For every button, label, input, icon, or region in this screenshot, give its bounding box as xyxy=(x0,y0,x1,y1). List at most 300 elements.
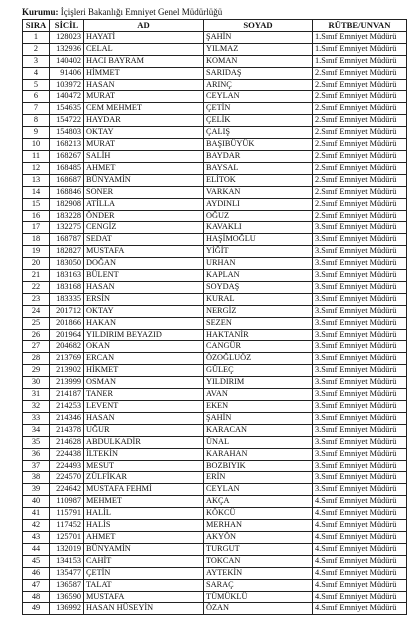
cell-rutbe: 3.Sınıf Emniyet Müdürü xyxy=(313,293,407,305)
cell-soyad: ÇALIŞ xyxy=(204,127,313,139)
cell-sira: 13 xyxy=(23,174,50,186)
cell-rutbe: 4.Sınıf Emniyet Müdürü xyxy=(313,603,407,615)
cell-rutbe: 3.Sınıf Emniyet Müdürü xyxy=(313,234,407,246)
cell-soyad: ŞAHİN xyxy=(204,31,313,43)
cell-rutbe: 3.Sınıf Emniyet Müdürü xyxy=(313,270,407,282)
cell-soyad: KAVAKLI xyxy=(204,222,313,234)
table-row xyxy=(23,293,407,305)
cell-soyad: ELİTOK xyxy=(204,174,313,186)
cell-ad: SONER xyxy=(84,186,204,198)
cell-sicil: 224642 xyxy=(50,484,84,496)
table-row xyxy=(23,448,407,460)
cell-soyad: AYTEKİN xyxy=(204,567,313,579)
cell-sicil: 168213 xyxy=(50,139,84,151)
cell-rutbe: 3.Sınıf Emniyet Müdürü xyxy=(313,472,407,484)
cell-ad: CENGİZ xyxy=(84,222,204,234)
cell-rutbe: 3.Sınıf Emniyet Müdürü xyxy=(313,424,407,436)
cell-sira: 5 xyxy=(23,79,50,91)
cell-soyad: YILMAZ xyxy=(204,43,313,55)
cell-soyad: SARIDAŞ xyxy=(204,67,313,79)
cell-rutbe: 3.Sınıf Emniyet Müdürü xyxy=(313,305,407,317)
cell-rutbe: 4.Sınıf Emniyet Müdürü xyxy=(313,591,407,603)
cell-ad: TALAT xyxy=(84,579,204,591)
cell-soyad: AKYÖN xyxy=(204,531,313,543)
table-row xyxy=(23,139,407,151)
table-row xyxy=(23,305,407,317)
cell-ad: SEDAT xyxy=(84,234,204,246)
cell-ad: AHMET xyxy=(84,531,204,543)
cell-rutbe: 4.Sınıf Emniyet Müdürü xyxy=(313,567,407,579)
cell-ad: HASAN xyxy=(84,281,204,293)
cell-soyad: KARAHAN xyxy=(204,448,313,460)
cell-soyad: ÜNAL xyxy=(204,436,313,448)
table-row xyxy=(23,115,407,127)
table-row xyxy=(23,508,407,520)
cell-rutbe: 2.Sınıf Emniyet Müdürü xyxy=(313,103,407,115)
cell-sicil: 154635 xyxy=(50,103,84,115)
cell-sicil: 140472 xyxy=(50,91,84,103)
cell-soyad: CEYLAN xyxy=(204,91,313,103)
cell-sicil: 214253 xyxy=(50,401,84,413)
cell-ad: HAKAN xyxy=(84,317,204,329)
cell-ad: MESUT xyxy=(84,460,204,472)
cell-sicil: 168485 xyxy=(50,162,84,174)
cell-ad: OKTAY xyxy=(84,305,204,317)
cell-ad: HASAN xyxy=(84,412,204,424)
cell-sira: 18 xyxy=(23,234,50,246)
cell-rutbe: 4.Sınıf Emniyet Müdürü xyxy=(313,531,407,543)
cell-sira: 20 xyxy=(23,258,50,270)
cell-soyad: HAKTANİR xyxy=(204,329,313,341)
cell-sira: 12 xyxy=(23,162,50,174)
cell-sicil: 224493 xyxy=(50,460,84,472)
table-row xyxy=(23,103,407,115)
cell-rutbe: 2.Sınıf Emniyet Müdürü xyxy=(313,67,407,79)
cell-ad: AHMET xyxy=(84,162,204,174)
cell-sicil: 134153 xyxy=(50,555,84,567)
cell-rutbe: 2.Sınıf Emniyet Müdürü xyxy=(313,79,407,91)
table-row xyxy=(23,460,407,472)
cell-sicil: 214628 xyxy=(50,436,84,448)
table-row xyxy=(23,520,407,532)
cell-sira: 8 xyxy=(23,115,50,127)
cell-sicil: 213769 xyxy=(50,353,84,365)
table-row xyxy=(23,389,407,401)
cell-sicil: 136587 xyxy=(50,579,84,591)
cell-rutbe: 3.Sınıf Emniyet Müdürü xyxy=(313,317,407,329)
cell-sicil: 183163 xyxy=(50,270,84,282)
cell-sicil: 183050 xyxy=(50,258,84,270)
cell-sira: 34 xyxy=(23,424,50,436)
cell-sicil: 201866 xyxy=(50,317,84,329)
cell-soyad: SOYDAŞ xyxy=(204,281,313,293)
cell-soyad: ÖZOĞLUÖZ xyxy=(204,353,313,365)
cell-sira: 48 xyxy=(23,591,50,603)
cell-sicil: 183335 xyxy=(50,293,84,305)
cell-sira: 6 xyxy=(23,91,50,103)
cell-rutbe: 3.Sınıf Emniyet Müdürü xyxy=(313,281,407,293)
cell-soyad: MERHAN xyxy=(204,520,313,532)
cell-soyad: KÖKCÜ xyxy=(204,508,313,520)
cell-ad: DOĞAN xyxy=(84,258,204,270)
cell-soyad: TÜMÜKLÜ xyxy=(204,591,313,603)
cell-soyad: SEZEN xyxy=(204,317,313,329)
cell-sicil: 135477 xyxy=(50,567,84,579)
cell-rutbe: 3.Sınıf Emniyet Müdürü xyxy=(313,353,407,365)
cell-rutbe: 3.Sınıf Emniyet Müdürü xyxy=(313,460,407,472)
cell-sira: 45 xyxy=(23,555,50,567)
table-row xyxy=(23,186,407,198)
column-header-soyad: SOYAD xyxy=(204,20,313,32)
cell-sicil: 224438 xyxy=(50,448,84,460)
cell-ad: YILDIRIM BEYAZID xyxy=(84,329,204,341)
table-row xyxy=(23,162,407,174)
cell-rutbe: 2.Sınıf Emniyet Müdürü xyxy=(313,115,407,127)
cell-sira: 21 xyxy=(23,270,50,282)
cell-sira: 44 xyxy=(23,543,50,555)
cell-rutbe: 2.Sınıf Emniyet Müdürü xyxy=(313,127,407,139)
table-row xyxy=(23,603,407,615)
cell-sicil: 168267 xyxy=(50,150,84,162)
table-row xyxy=(23,567,407,579)
cell-rutbe: 4.Sınıf Emniyet Müdürü xyxy=(313,579,407,591)
cell-sicil: 204682 xyxy=(50,341,84,353)
cell-rutbe: 3.Sınıf Emniyet Müdürü xyxy=(313,246,407,258)
cell-rutbe: 3.Sınıf Emniyet Müdürü xyxy=(313,389,407,401)
table-row xyxy=(23,91,407,103)
cell-sira: 14 xyxy=(23,186,50,198)
cell-soyad: VARKAN xyxy=(204,186,313,198)
cell-sira: 32 xyxy=(23,401,50,413)
cell-rutbe: 4.Sınıf Emniyet Müdürü xyxy=(313,508,407,520)
table-row xyxy=(23,543,407,555)
cell-ad: CELAL xyxy=(84,43,204,55)
cell-sira: 1 xyxy=(23,31,50,43)
cell-sicil: 168687 xyxy=(50,174,84,186)
cell-rutbe: 1.Sınıf Emniyet Müdürü xyxy=(313,43,407,55)
cell-sicil: 125701 xyxy=(50,531,84,543)
table-row xyxy=(23,55,407,67)
cell-ad: MEHMET xyxy=(84,496,204,508)
cell-ad: OSMAN xyxy=(84,377,204,389)
cell-ad: ÖNDER xyxy=(84,210,204,222)
cell-rutbe: 3.Sınıf Emniyet Müdürü xyxy=(313,436,407,448)
cell-soyad: AKÇA xyxy=(204,496,313,508)
table-row xyxy=(23,210,407,222)
table-row xyxy=(23,341,407,353)
table-row xyxy=(23,412,407,424)
cell-sira: 23 xyxy=(23,293,50,305)
cell-soyad: ERİN xyxy=(204,472,313,484)
cell-ad: LEVENT xyxy=(84,401,204,413)
column-header-sicil: SİCİL xyxy=(50,20,84,32)
cell-rutbe: 2.Sınıf Emniyet Müdürü xyxy=(313,198,407,210)
cell-rutbe: 3.Sınıf Emniyet Müdürü xyxy=(313,341,407,353)
cell-ad: OKAN xyxy=(84,341,204,353)
institution-header xyxy=(22,7,406,18)
cell-sira: 9 xyxy=(23,127,50,139)
cell-soyad: BAYSAL xyxy=(204,162,313,174)
cell-rutbe: 2.Sınıf Emniyet Müdürü xyxy=(313,91,407,103)
table-body xyxy=(23,31,407,614)
cell-sira: 28 xyxy=(23,353,50,365)
cell-ad: MUSTAFA FEHMİ xyxy=(84,484,204,496)
table-row xyxy=(23,127,407,139)
cell-ad: HASAN HÜSEYİN xyxy=(84,603,204,615)
cell-rutbe: 2.Sınıf Emniyet Müdürü xyxy=(313,139,407,151)
personnel-table xyxy=(22,19,407,615)
cell-ad: CEM MEHMET xyxy=(84,103,204,115)
table-row xyxy=(23,591,407,603)
cell-sicil: 214378 xyxy=(50,424,84,436)
table-row xyxy=(23,317,407,329)
cell-ad: HALİL xyxy=(84,508,204,520)
cell-ad: HAYATİ xyxy=(84,31,204,43)
cell-sicil: 214346 xyxy=(50,412,84,424)
cell-soyad: ÇELİK xyxy=(204,115,313,127)
cell-sicil: 201964 xyxy=(50,329,84,341)
cell-soyad: NERGİZ xyxy=(204,305,313,317)
cell-rutbe: 2.Sınıf Emniyet Müdürü xyxy=(313,186,407,198)
cell-sira: 29 xyxy=(23,365,50,377)
column-header-sira: SIRA xyxy=(23,20,50,32)
cell-rutbe: 3.Sınıf Emniyet Müdürü xyxy=(313,365,407,377)
table-row xyxy=(23,281,407,293)
cell-soyad: KURAL xyxy=(204,293,313,305)
cell-sira: 47 xyxy=(23,579,50,591)
table-row xyxy=(23,31,407,43)
cell-sicil: 91406 xyxy=(50,67,84,79)
cell-soyad: HAŞİMOĞLU xyxy=(204,234,313,246)
cell-ad: ABDULKADİR xyxy=(84,436,204,448)
cell-soyad: CEYLAN xyxy=(204,484,313,496)
cell-ad: OKTAY xyxy=(84,127,204,139)
cell-sira: 42 xyxy=(23,520,50,532)
table-row xyxy=(23,234,407,246)
cell-ad: SALİH xyxy=(84,150,204,162)
cell-ad: CAHİT xyxy=(84,555,204,567)
table-row xyxy=(23,365,407,377)
cell-sicil: 110987 xyxy=(50,496,84,508)
cell-sira: 40 xyxy=(23,496,50,508)
institution-label: Kurumu: xyxy=(22,7,59,17)
cell-ad: ÇETİN xyxy=(84,567,204,579)
cell-sira: 7 xyxy=(23,103,50,115)
cell-sicil: 115791 xyxy=(50,508,84,520)
table-row xyxy=(23,579,407,591)
table-row xyxy=(23,43,407,55)
cell-sira: 3 xyxy=(23,55,50,67)
cell-ad: ATİLLA xyxy=(84,198,204,210)
cell-sira: 49 xyxy=(23,603,50,615)
cell-rutbe: 4.Sınıf Emniyet Müdürü xyxy=(313,496,407,508)
cell-sicil: 132275 xyxy=(50,222,84,234)
table-header-row xyxy=(23,20,407,32)
cell-sira: 39 xyxy=(23,484,50,496)
cell-sicil: 213999 xyxy=(50,377,84,389)
cell-ad: ERCAN xyxy=(84,353,204,365)
cell-ad: HALİS xyxy=(84,520,204,532)
cell-soyad: ARINÇ xyxy=(204,79,313,91)
cell-soyad: GÜLEÇ xyxy=(204,365,313,377)
cell-sira: 11 xyxy=(23,150,50,162)
table-row xyxy=(23,531,407,543)
cell-ad: HASAN xyxy=(84,79,204,91)
cell-sira: 37 xyxy=(23,460,50,472)
cell-soyad: BAŞIBÜYÜK xyxy=(204,139,313,151)
table-row xyxy=(23,424,407,436)
cell-sicil: 182827 xyxy=(50,246,84,258)
table-row xyxy=(23,377,407,389)
cell-rutbe: 3.Sınıf Emniyet Müdürü xyxy=(313,329,407,341)
cell-soyad: AYDINLI xyxy=(204,198,313,210)
cell-sira: 33 xyxy=(23,412,50,424)
cell-rutbe: 3.Sınıf Emniyet Müdürü xyxy=(313,412,407,424)
cell-sira: 16 xyxy=(23,210,50,222)
cell-soyad: KARACAN xyxy=(204,424,313,436)
cell-sicil: 132936 xyxy=(50,43,84,55)
cell-ad: BÜLENT xyxy=(84,270,204,282)
cell-soyad: KOMAN xyxy=(204,55,313,67)
cell-sira: 25 xyxy=(23,317,50,329)
cell-soyad: ÖZAN xyxy=(204,603,313,615)
cell-sicil: 154722 xyxy=(50,115,84,127)
cell-rutbe: 1.Sınıf Emniyet Müdürü xyxy=(313,55,407,67)
cell-ad: MUSTAFA xyxy=(84,591,204,603)
cell-sira: 46 xyxy=(23,567,50,579)
cell-sicil: 214187 xyxy=(50,389,84,401)
table-row xyxy=(23,270,407,282)
institution-name: İçişleri Bakanlığı Emniyet Genel Müdürlüğü xyxy=(60,7,223,17)
cell-sira: 30 xyxy=(23,377,50,389)
cell-soyad: ÇETİN xyxy=(204,103,313,115)
table-row xyxy=(23,353,407,365)
table-row xyxy=(23,174,407,186)
cell-rutbe: 3.Sınıf Emniyet Müdürü xyxy=(313,258,407,270)
cell-rutbe: 1.Sınıf Emniyet Müdürü xyxy=(313,31,407,43)
cell-sira: 15 xyxy=(23,198,50,210)
cell-sicil: 154803 xyxy=(50,127,84,139)
table-row xyxy=(23,222,407,234)
cell-soyad: URHAN xyxy=(204,258,313,270)
cell-sira: 26 xyxy=(23,329,50,341)
table-row xyxy=(23,150,407,162)
cell-sira: 24 xyxy=(23,305,50,317)
cell-sicil: 128023 xyxy=(50,31,84,43)
cell-sira: 38 xyxy=(23,472,50,484)
cell-rutbe: 3.Sınıf Emniyet Müdürü xyxy=(313,401,407,413)
cell-soyad: YILDIRIM xyxy=(204,377,313,389)
cell-soyad: EKEN xyxy=(204,401,313,413)
cell-soyad: CANGÜR xyxy=(204,341,313,353)
cell-sicil: 103972 xyxy=(50,79,84,91)
cell-sira: 43 xyxy=(23,531,50,543)
cell-rutbe: 3.Sınıf Emniyet Müdürü xyxy=(313,448,407,460)
cell-soyad: YİĞİT xyxy=(204,246,313,258)
cell-sira: 19 xyxy=(23,246,50,258)
cell-soyad: TURGUT xyxy=(204,543,313,555)
cell-sira: 2 xyxy=(23,43,50,55)
table-row xyxy=(23,246,407,258)
cell-rutbe: 4.Sınıf Emniyet Müdürü xyxy=(313,543,407,555)
table-row xyxy=(23,329,407,341)
table-row xyxy=(23,198,407,210)
cell-ad: HİMMET xyxy=(84,67,204,79)
cell-sira: 10 xyxy=(23,139,50,151)
cell-sicil: 132019 xyxy=(50,543,84,555)
cell-soyad: BAYDAR xyxy=(204,150,313,162)
cell-sicil: 136992 xyxy=(50,603,84,615)
cell-soyad: AVAN xyxy=(204,389,313,401)
cell-soyad: ŞAHİN xyxy=(204,412,313,424)
cell-soyad: TOKCAN xyxy=(204,555,313,567)
column-header-rutbe: RÜTBE/UNVAN xyxy=(313,20,407,32)
table-row xyxy=(23,258,407,270)
cell-soyad: OĞUZ xyxy=(204,210,313,222)
cell-sira: 27 xyxy=(23,341,50,353)
cell-ad: MURAT xyxy=(84,91,204,103)
cell-ad: BÜNYAMİN xyxy=(84,174,204,186)
cell-sicil: 168846 xyxy=(50,186,84,198)
cell-ad: MURAT xyxy=(84,139,204,151)
table-row xyxy=(23,472,407,484)
cell-sira: 31 xyxy=(23,389,50,401)
cell-soyad: BOZBIYIK xyxy=(204,460,313,472)
cell-sicil: 117452 xyxy=(50,520,84,532)
cell-ad: ERSİN xyxy=(84,293,204,305)
cell-sicil: 183168 xyxy=(50,281,84,293)
document-page xyxy=(22,7,406,615)
table-row xyxy=(23,555,407,567)
cell-sira: 4 xyxy=(23,67,50,79)
cell-sicil: 140402 xyxy=(50,55,84,67)
cell-sira: 17 xyxy=(23,222,50,234)
cell-rutbe: 4.Sınıf Emniyet Müdürü xyxy=(313,520,407,532)
cell-soyad: KAPLAN xyxy=(204,270,313,282)
cell-rutbe: 3.Sınıf Emniyet Müdürü xyxy=(313,222,407,234)
cell-sicil: 183228 xyxy=(50,210,84,222)
cell-sicil: 224570 xyxy=(50,472,84,484)
cell-ad: MUSTAFA xyxy=(84,246,204,258)
cell-ad: HACI BAYRAM xyxy=(84,55,204,67)
table-row xyxy=(23,401,407,413)
cell-sira: 35 xyxy=(23,436,50,448)
cell-sicil: 182908 xyxy=(50,198,84,210)
table-row xyxy=(23,496,407,508)
cell-sicil: 201712 xyxy=(50,305,84,317)
cell-ad: HİKMET xyxy=(84,365,204,377)
cell-rutbe: 2.Sınıf Emniyet Müdürü xyxy=(313,162,407,174)
cell-rutbe: 4.Sınıf Emniyet Müdürü xyxy=(313,555,407,567)
cell-sira: 36 xyxy=(23,448,50,460)
cell-rutbe: 3.Sınıf Emniyet Müdürü xyxy=(313,377,407,389)
table-row xyxy=(23,436,407,448)
cell-soyad: SARAÇ xyxy=(204,579,313,591)
cell-ad: HAYDAR xyxy=(84,115,204,127)
column-header-ad: AD xyxy=(84,20,204,32)
cell-rutbe: 2.Sınıf Emniyet Müdürü xyxy=(313,210,407,222)
table-row xyxy=(23,67,407,79)
cell-ad: UĞUR xyxy=(84,424,204,436)
cell-rutbe: 2.Sınıf Emniyet Müdürü xyxy=(313,150,407,162)
table-row xyxy=(23,484,407,496)
table-row xyxy=(23,79,407,91)
cell-ad: ZÜLFİKAR xyxy=(84,472,204,484)
cell-ad: TANER xyxy=(84,389,204,401)
cell-sicil: 213902 xyxy=(50,365,84,377)
cell-sicil: 136590 xyxy=(50,591,84,603)
cell-ad: BÜNYAMİN xyxy=(84,543,204,555)
